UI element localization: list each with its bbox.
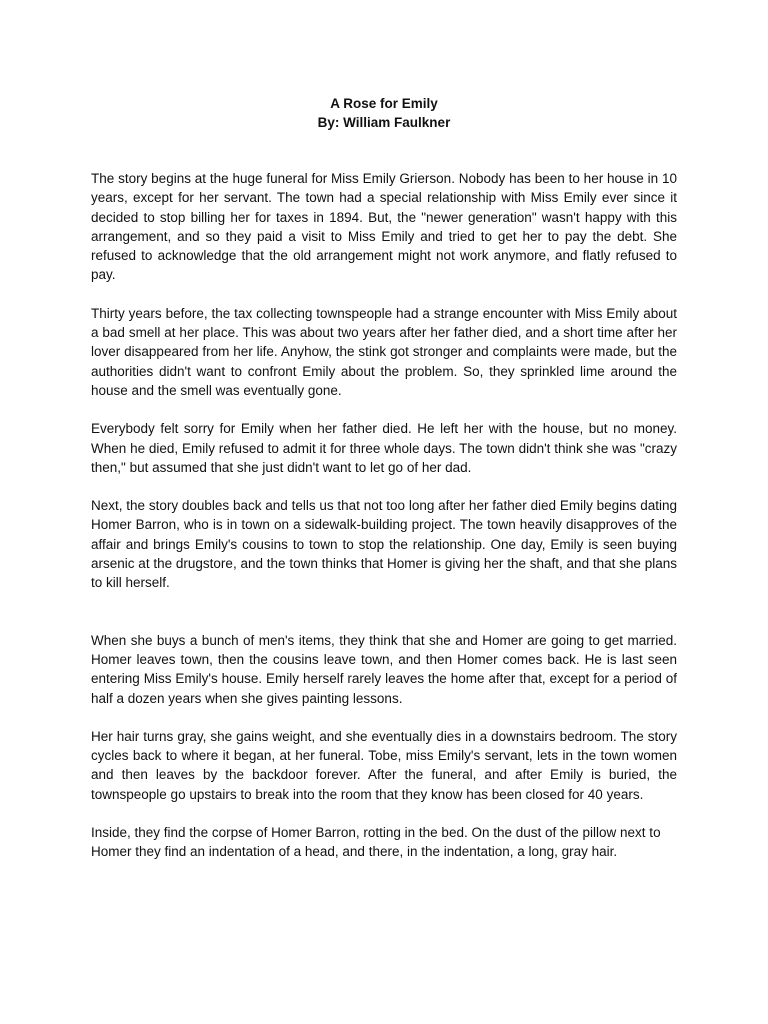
paragraph-1: The story begins at the huge funeral for Miss Emily Grierson. Nobody has been to her house in 10 years, except for her servant. The town had a special relationship with Miss Emily ever since it decided to stop billing her for taxes in 1894. But, the "newer generation" wasn't happy with this arrangement, and so they paid a visit to Miss Emily and tried to get her to pay the debt. She refused to acknowledge that the old arrangement might not work anymore, and flatly refused to pay. xyxy=(91,171,677,283)
document-body xyxy=(91,169,677,881)
paragraph-6: Her hair turns gray, she gains weight, and she eventually dies in a downstairs bedroom. The story cycles back to where it began, at her funeral. Tobe, miss Emily's servant, lets in the town women and then leaves by the backdoor forever. After the funeral, and after Emily is buried, the townspeople go upstairs to break into the room that they know has been closed for 40 years. xyxy=(91,728,677,802)
document-byline: By: William Faulkner xyxy=(317,115,451,130)
document-title: A Rose for Emily xyxy=(330,96,438,111)
paragraph-2: Thirty years before, the tax collecting townspeople had a strange encounter with Miss Emily about a bad smell at her place. This was about two years after her father died, and a short time after her lover disappeared from her life. Anyhow, the stink got stronger and complaints were made, but the authorities didn't want to confront Emily about the problem. So, they sprinkled lime around the house and the smell was eventually gone. xyxy=(91,305,677,398)
paragraph-7: Inside, they find the corpse of Homer Barron, rotting in the bed. On the dust of the pillow next to Homer they find an indentation of a head, and there, in the indentation, a long, gray hair. xyxy=(91,825,661,860)
paragraph-5: When she buys a bunch of men's items, they think that she and Homer are going to get married. Homer leaves town, then the cousins leave town, and then Homer comes back. He is last seen entering Miss Emily's house. Emily herself rarely leaves the home after that, except for a period of half a dozen years when she gives painting lessons. xyxy=(91,632,677,706)
paragraph-3: Everybody felt sorry for Emily when her father died. He left her with the house, but no money. When he died, Emily refused to admit it for three whole days. The town didn't think she was "crazy then," but assumed that she just didn't want to let go of her dad. xyxy=(91,421,677,475)
title-block xyxy=(0,94,768,132)
paragraph-4: Next, the story doubles back and tells us that not too long after her father died Emily begins dating Homer Barron, who is in town on a sidewalk-building project. The town heavily disapproves of the affair and brings Emily's cousins to town to stop the relationship. One day, Emily is seen buying arsenic at the drugstore, and the town thinks that Homer is giving her the shaft, and that she plans to kill herself. xyxy=(91,498,677,591)
